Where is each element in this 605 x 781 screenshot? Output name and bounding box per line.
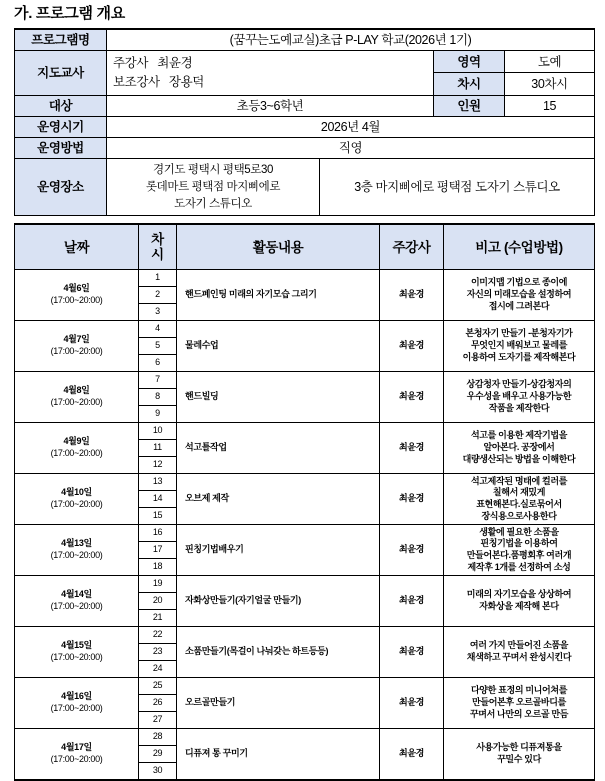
schedule-note-line: 우수성을 배우고 사용가능한	[466, 391, 572, 402]
table-row	[15, 321, 595, 338]
schedule-note-line: 알아본다. 공장에서	[483, 442, 555, 453]
schedule-date-time: (17:00~20:00)	[50, 448, 103, 459]
schedule-activity: 오브제 제작	[177, 474, 380, 525]
schedule-date	[15, 423, 139, 474]
schedule-note-line: 여러 가지 만들어진 소품을	[469, 640, 569, 651]
schedule-activity: 핸드빌딩	[177, 372, 380, 423]
col-header-session-line2: 시	[151, 247, 164, 263]
table-row	[15, 270, 595, 287]
schedule-session-number: 28	[139, 729, 177, 746]
schedule-session-number: 4	[139, 321, 177, 338]
schedule-teacher: 최윤경	[380, 525, 444, 576]
schedule-session-number: 6	[139, 355, 177, 372]
schedule-teacher: 최윤경	[380, 423, 444, 474]
schedule-note	[444, 576, 595, 627]
schedule-session-number: 21	[139, 610, 177, 627]
schedule-note	[444, 321, 595, 372]
col-header-note-line1: 비고	[475, 239, 501, 255]
schedule-date-day: 4월17일	[61, 742, 92, 753]
schedule-date-day: 4월8일	[63, 385, 90, 396]
schedule-date-day: 4월10일	[61, 487, 92, 498]
capacity-value: 15	[505, 95, 595, 116]
page-title: 가. 프로그램 개요	[14, 5, 125, 22]
schedule-session-number: 24	[139, 661, 177, 678]
schedule-teacher: 최윤경	[380, 678, 444, 729]
schedule-session-number: 9	[139, 406, 177, 423]
period-value: 2026년 4월	[107, 116, 595, 137]
info-row-method	[15, 138, 595, 159]
program-name-label: 프로그램명	[15, 29, 107, 51]
schedule-note-line: 대량생산되는 방법을 이해한다	[462, 454, 576, 465]
table-row	[15, 423, 595, 440]
schedule-activity: 석고틀작업	[177, 423, 380, 474]
schedule-date-day: 4월7일	[63, 334, 90, 345]
table-row	[15, 372, 595, 389]
col-header-teacher: 주강사	[380, 224, 444, 270]
table-row	[15, 627, 595, 644]
schedule-table	[14, 223, 595, 781]
col-header-note	[444, 224, 595, 270]
schedule-activity: 물레수업	[177, 321, 380, 372]
schedule-date-day: 4월9일	[63, 436, 90, 447]
schedule-activity: 소품만들기(목걸이 나눠갖는 하트등등)	[177, 627, 380, 678]
program-name-value: (꿈꾸는도예교실)초급 P-LAY 학교(2026년 1기)	[107, 29, 595, 51]
schedule-note-line: 만들어본다.품평회후 여러개	[466, 550, 572, 561]
schedule-session-number: 16	[139, 525, 177, 542]
schedule-note-line: 자신의 미래모습을 설정하여	[466, 289, 572, 300]
schedule-date	[15, 729, 139, 781]
schedule-session-number: 18	[139, 559, 177, 576]
schedule-date-time: (17:00~20:00)	[50, 652, 103, 663]
period-label: 운영시기	[15, 116, 107, 137]
schedule-body	[15, 270, 595, 781]
teacher-main: 주강사 최윤경	[113, 56, 193, 70]
place-detail: 3층 마지삐에로 평택점 도자기 스튜디오	[320, 159, 595, 216]
info-row-program-name	[15, 29, 595, 51]
schedule-session-number: 5	[139, 338, 177, 355]
schedule-date	[15, 627, 139, 678]
place-label: 운영장소	[15, 159, 107, 216]
col-header-session-line1: 차	[151, 232, 164, 248]
schedule-date-day: 4월6일	[63, 283, 90, 294]
table-row	[15, 729, 595, 746]
info-row-teacher	[15, 51, 595, 73]
table-row	[15, 474, 595, 491]
schedule-date	[15, 525, 139, 576]
capacity-label: 인원	[434, 95, 505, 116]
schedule-note-line: 다양한 표정의 미니어쳐를	[470, 685, 568, 696]
schedule-activity: 디퓨져 통 꾸미기	[177, 729, 380, 781]
schedule-date-time: (17:00~20:00)	[50, 703, 103, 714]
schedule-session-number: 25	[139, 678, 177, 695]
schedule-note-line: 석고제작된 명태에 컬러를	[470, 475, 568, 486]
method-label: 운영방법	[15, 138, 107, 159]
schedule-note-line: 이미지맵 기법으로 종이에	[470, 277, 568, 288]
schedule-note	[444, 270, 595, 321]
schedule-teacher: 최윤경	[380, 576, 444, 627]
method-value: 직영	[107, 138, 595, 159]
schedule-note-line: 접시에 그려본다	[488, 301, 550, 312]
schedule-activity: 핀칭기법배우기	[177, 525, 380, 576]
schedule-session-number: 15	[139, 508, 177, 525]
col-header-date: 날짜	[15, 224, 139, 270]
schedule-session-number: 23	[139, 644, 177, 661]
schedule-date-time: (17:00~20:00)	[50, 550, 103, 561]
schedule-date	[15, 321, 139, 372]
schedule-note	[444, 474, 595, 525]
schedule-date-day: 4월15일	[61, 640, 92, 651]
schedule-session-number: 7	[139, 372, 177, 389]
schedule-session-number: 29	[139, 746, 177, 763]
col-header-session	[139, 224, 177, 270]
schedule-session-number: 1	[139, 270, 177, 287]
schedule-session-number: 20	[139, 593, 177, 610]
schedule-note-line: 사용가능한 디퓨져통을	[476, 742, 562, 753]
teacher-assistant: 보조강사 장용덕	[113, 74, 204, 89]
schedule-date-time: (17:00~20:00)	[50, 346, 103, 357]
place-address-line1: 경기도 평택시 평택5로30	[153, 164, 273, 177]
schedule-activity: 핸드페인팅 미래의 자기모습 그리기	[177, 270, 380, 321]
schedule-date-day: 4월14일	[61, 589, 92, 600]
schedule-note-line: 핀칭기법을 이용하여	[480, 538, 558, 549]
schedule-session-number: 19	[139, 576, 177, 593]
schedule-session-number: 17	[139, 542, 177, 559]
schedule-note-line: 꾸며서 나만의 오르골 만듬	[469, 709, 569, 720]
schedule-teacher: 최윤경	[380, 372, 444, 423]
schedule-note-line: 생활에 필요한 소품을	[479, 526, 559, 537]
schedule-note-line: 표현해본다.실로묶어서	[476, 499, 562, 510]
schedule-note-line: 만들어본후 오르골바디를	[472, 697, 566, 708]
teacher-label: 지도교사	[15, 51, 107, 96]
schedule-session-number: 14	[139, 491, 177, 508]
schedule-date-time: (17:00~20:00)	[50, 754, 103, 765]
schedule-note-line: 제작후 1개를 선정하여 소성	[467, 562, 571, 573]
schedule-session-number: 11	[139, 440, 177, 457]
schedule-note-line: 미래의 자기모습을 상상하여	[466, 589, 572, 600]
schedule-session-number: 8	[139, 389, 177, 406]
program-info-table	[14, 28, 595, 217]
schedule-date-time: (17:00~20:00)	[50, 499, 103, 510]
schedule-note-line: 장식용으로사용한다	[481, 511, 557, 522]
schedule-teacher: 최윤경	[380, 321, 444, 372]
schedule-session-number: 10	[139, 423, 177, 440]
area-value: 도예	[505, 51, 595, 73]
table-row	[15, 525, 595, 542]
schedule-note-line: 석고를 이용한 제작기법을	[470, 430, 568, 441]
schedule-teacher: 최윤경	[380, 270, 444, 321]
schedule-date	[15, 270, 139, 321]
schedule-note	[444, 525, 595, 576]
schedule-session-number: 2	[139, 287, 177, 304]
schedule-activity: 자화상만들기(자기얼굴 만들기)	[177, 576, 380, 627]
info-row-place	[15, 159, 595, 216]
schedule-note-line: 꾸밀수 있다	[497, 754, 541, 765]
schedule-date	[15, 678, 139, 729]
schedule-teacher: 최윤경	[380, 627, 444, 678]
schedule-teacher: 최윤경	[380, 474, 444, 525]
col-header-activity: 활동내용	[177, 224, 380, 270]
schedule-date	[15, 474, 139, 525]
schedule-date	[15, 372, 139, 423]
schedule-note-line: 이용하여 도자기를 제작해본다	[462, 352, 576, 363]
teacher-value	[107, 51, 434, 96]
table-row	[15, 576, 595, 593]
schedule-note	[444, 729, 595, 781]
schedule-activity: 오르골만들기	[177, 678, 380, 729]
schedule-note-line: 작품을 제작한다	[488, 403, 550, 414]
schedule-date-time: (17:00~20:00)	[50, 295, 103, 306]
info-row-target	[15, 95, 595, 116]
sessions-label: 차시	[434, 73, 505, 95]
schedule-note	[444, 678, 595, 729]
target-value: 초등3~6학년	[107, 95, 434, 116]
schedule-session-number: 3	[139, 304, 177, 321]
schedule-header-row	[15, 224, 595, 270]
schedule-note-line: 본청자기 만들기 -분청자기가	[465, 328, 573, 339]
schedule-date-time: (17:00~20:00)	[50, 601, 103, 612]
table-row	[15, 678, 595, 695]
schedule-note-line: 상감청자 만들기-상감청자의	[466, 379, 572, 390]
info-row-period	[15, 116, 595, 137]
schedule-teacher: 최윤경	[380, 729, 444, 781]
schedule-date-time: (17:00~20:00)	[50, 397, 103, 408]
schedule-note-line: 무엇인지 배워보고 물레를	[470, 340, 568, 351]
schedule-session-number: 22	[139, 627, 177, 644]
schedule-session-number: 30	[139, 763, 177, 781]
target-label: 대상	[15, 95, 107, 116]
schedule-note-line: 자화상을 제작해 본다	[479, 601, 559, 612]
schedule-date-day: 4월13일	[61, 538, 92, 549]
schedule-note-line: 채색하고 꾸며서 완성시킨다	[466, 652, 572, 663]
schedule-date-day: 4월16일	[61, 691, 92, 702]
schedule-session-number: 26	[139, 695, 177, 712]
schedule-date	[15, 576, 139, 627]
col-header-note-line2: (수업방법)	[503, 239, 563, 255]
place-address	[107, 159, 320, 216]
schedule-note	[444, 372, 595, 423]
schedule-session-number: 13	[139, 474, 177, 491]
sessions-value: 30차시	[505, 73, 595, 95]
place-address-line3: 도자기 스튜디오	[174, 197, 252, 210]
place-address-line2: 롯데마트 평택점 마지삐에로	[145, 180, 281, 193]
schedule-session-number: 27	[139, 712, 177, 729]
schedule-note	[444, 423, 595, 474]
schedule-note	[444, 627, 595, 678]
schedule-session-number: 12	[139, 457, 177, 474]
schedule-note-line: 칠해서 재밌게	[492, 487, 546, 498]
area-label: 영역	[434, 51, 505, 73]
